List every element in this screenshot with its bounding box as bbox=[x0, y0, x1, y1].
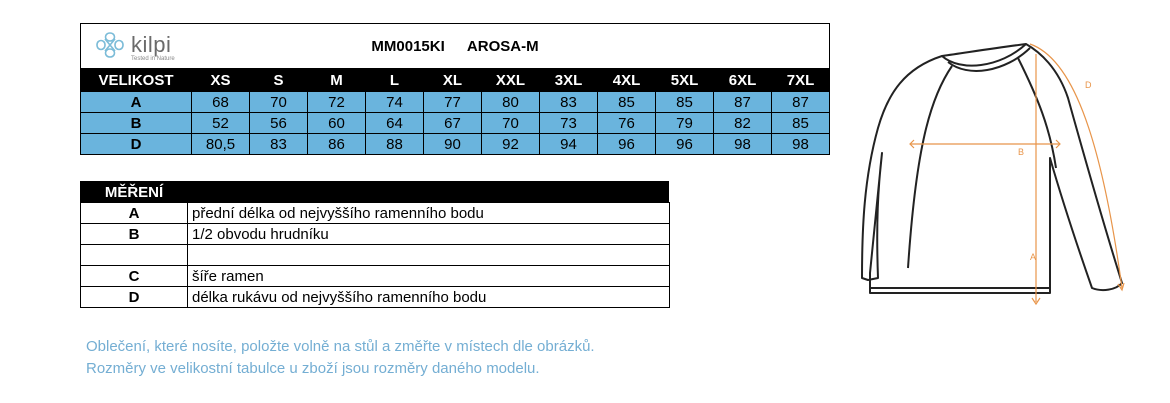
size-cell: 68 bbox=[192, 92, 250, 113]
measurement-key: C bbox=[81, 266, 188, 287]
measurement-table bbox=[80, 181, 670, 308]
size-cell: 80 bbox=[482, 92, 540, 113]
shirt-outline bbox=[862, 44, 1122, 293]
measure-d-line bbox=[1030, 44, 1122, 288]
size-cell: 87 bbox=[714, 92, 772, 113]
brand-name: kilpi bbox=[131, 32, 172, 57]
size-header: S bbox=[250, 69, 308, 92]
size-header: 7XL bbox=[772, 69, 830, 92]
size-row-b bbox=[81, 113, 830, 134]
measurement-row bbox=[81, 203, 670, 224]
size-cell: 86 bbox=[308, 134, 366, 155]
size-cell: 96 bbox=[656, 134, 714, 155]
brand-tagline: Tested in Nature bbox=[131, 56, 175, 62]
size-header: 6XL bbox=[714, 69, 772, 92]
size-row-a bbox=[81, 92, 830, 113]
shirt-diagram bbox=[860, 38, 1135, 308]
size-header: 3XL bbox=[540, 69, 598, 92]
size-header: M bbox=[308, 69, 366, 92]
size-header: 4XL bbox=[598, 69, 656, 92]
size-cell: 85 bbox=[772, 113, 830, 134]
label-b: B bbox=[1018, 147, 1025, 157]
size-cell: 98 bbox=[714, 134, 772, 155]
measurement-row bbox=[81, 287, 670, 308]
size-cell: 90 bbox=[424, 134, 482, 155]
size-header: 5XL bbox=[656, 69, 714, 92]
size-header: XXL bbox=[482, 69, 540, 92]
measurement-key: A bbox=[81, 203, 188, 224]
size-cell: 67 bbox=[424, 113, 482, 134]
row-label: B bbox=[81, 113, 192, 134]
size-header: L bbox=[366, 69, 424, 92]
size-cell: 94 bbox=[540, 134, 598, 155]
measurement-row bbox=[81, 245, 670, 266]
measurement-desc: délka rukávu od nejvyššího ramenního bodu bbox=[188, 287, 670, 308]
instruction-note-1: Oblečení, které nosíte, položte volně na stůl a změřte v místech dle obrázků. bbox=[86, 338, 595, 355]
size-header: XS bbox=[192, 69, 250, 92]
size-cell: 80,5 bbox=[192, 134, 250, 155]
size-cell: 79 bbox=[656, 113, 714, 134]
size-header-row bbox=[81, 69, 830, 92]
size-cell: 72 bbox=[308, 92, 366, 113]
label-d: D bbox=[1085, 80, 1092, 90]
size-cell: 70 bbox=[250, 92, 308, 113]
size-cell: 92 bbox=[482, 134, 540, 155]
size-cell: 88 bbox=[366, 134, 424, 155]
measurement-desc: 1/2 obvodu hrudníku bbox=[188, 224, 670, 245]
measurement-desc: přední délka od nejvyššího ramenního bodu bbox=[188, 203, 670, 224]
measurement-key: B bbox=[81, 224, 188, 245]
size-cell: 87 bbox=[772, 92, 830, 113]
size-row-d bbox=[81, 134, 830, 155]
size-cell: 83 bbox=[540, 92, 598, 113]
measurement-header-spacer bbox=[188, 182, 670, 203]
size-cell: 60 bbox=[308, 113, 366, 134]
measurement-desc: šíře ramen bbox=[188, 266, 670, 287]
row-label: D bbox=[81, 134, 192, 155]
size-cell: 70 bbox=[482, 113, 540, 134]
size-cell: 52 bbox=[192, 113, 250, 134]
size-cell: 83 bbox=[250, 134, 308, 155]
instruction-note-2: Rozměry ve velikostní tabulce u zboží jsou rozměry daného modelu. bbox=[86, 360, 540, 377]
size-table-title-row bbox=[81, 24, 830, 69]
size-cell: 74 bbox=[366, 92, 424, 113]
size-cell: 64 bbox=[366, 113, 424, 134]
size-cell: 98 bbox=[772, 134, 830, 155]
size-cell: 76 bbox=[598, 113, 656, 134]
product-code: MM0015KI bbox=[371, 37, 445, 55]
size-cell: 82 bbox=[714, 113, 772, 134]
row-label: A bbox=[81, 92, 192, 113]
brand-logo bbox=[93, 30, 175, 62]
title-cell bbox=[81, 24, 830, 69]
product-name: AROSA-M bbox=[466, 37, 539, 55]
size-table bbox=[80, 23, 830, 155]
size-cell: 85 bbox=[598, 92, 656, 113]
size-cell: 77 bbox=[424, 92, 482, 113]
measurement-row bbox=[81, 266, 670, 287]
measurement-key bbox=[81, 245, 188, 266]
size-cell: 85 bbox=[656, 92, 714, 113]
size-header-label: VELIKOST bbox=[81, 69, 192, 92]
label-a: A bbox=[1030, 252, 1037, 262]
measurement-header-row bbox=[81, 182, 670, 203]
size-cell: 96 bbox=[598, 134, 656, 155]
measurement-desc bbox=[188, 245, 670, 266]
size-header: XL bbox=[424, 69, 482, 92]
measurement-row bbox=[81, 224, 670, 245]
size-cell: 73 bbox=[540, 113, 598, 134]
size-cell: 56 bbox=[250, 113, 308, 134]
measurement-key: D bbox=[81, 287, 188, 308]
measurement-header: MĚŘENÍ bbox=[81, 182, 188, 203]
knot-icon bbox=[93, 30, 127, 60]
